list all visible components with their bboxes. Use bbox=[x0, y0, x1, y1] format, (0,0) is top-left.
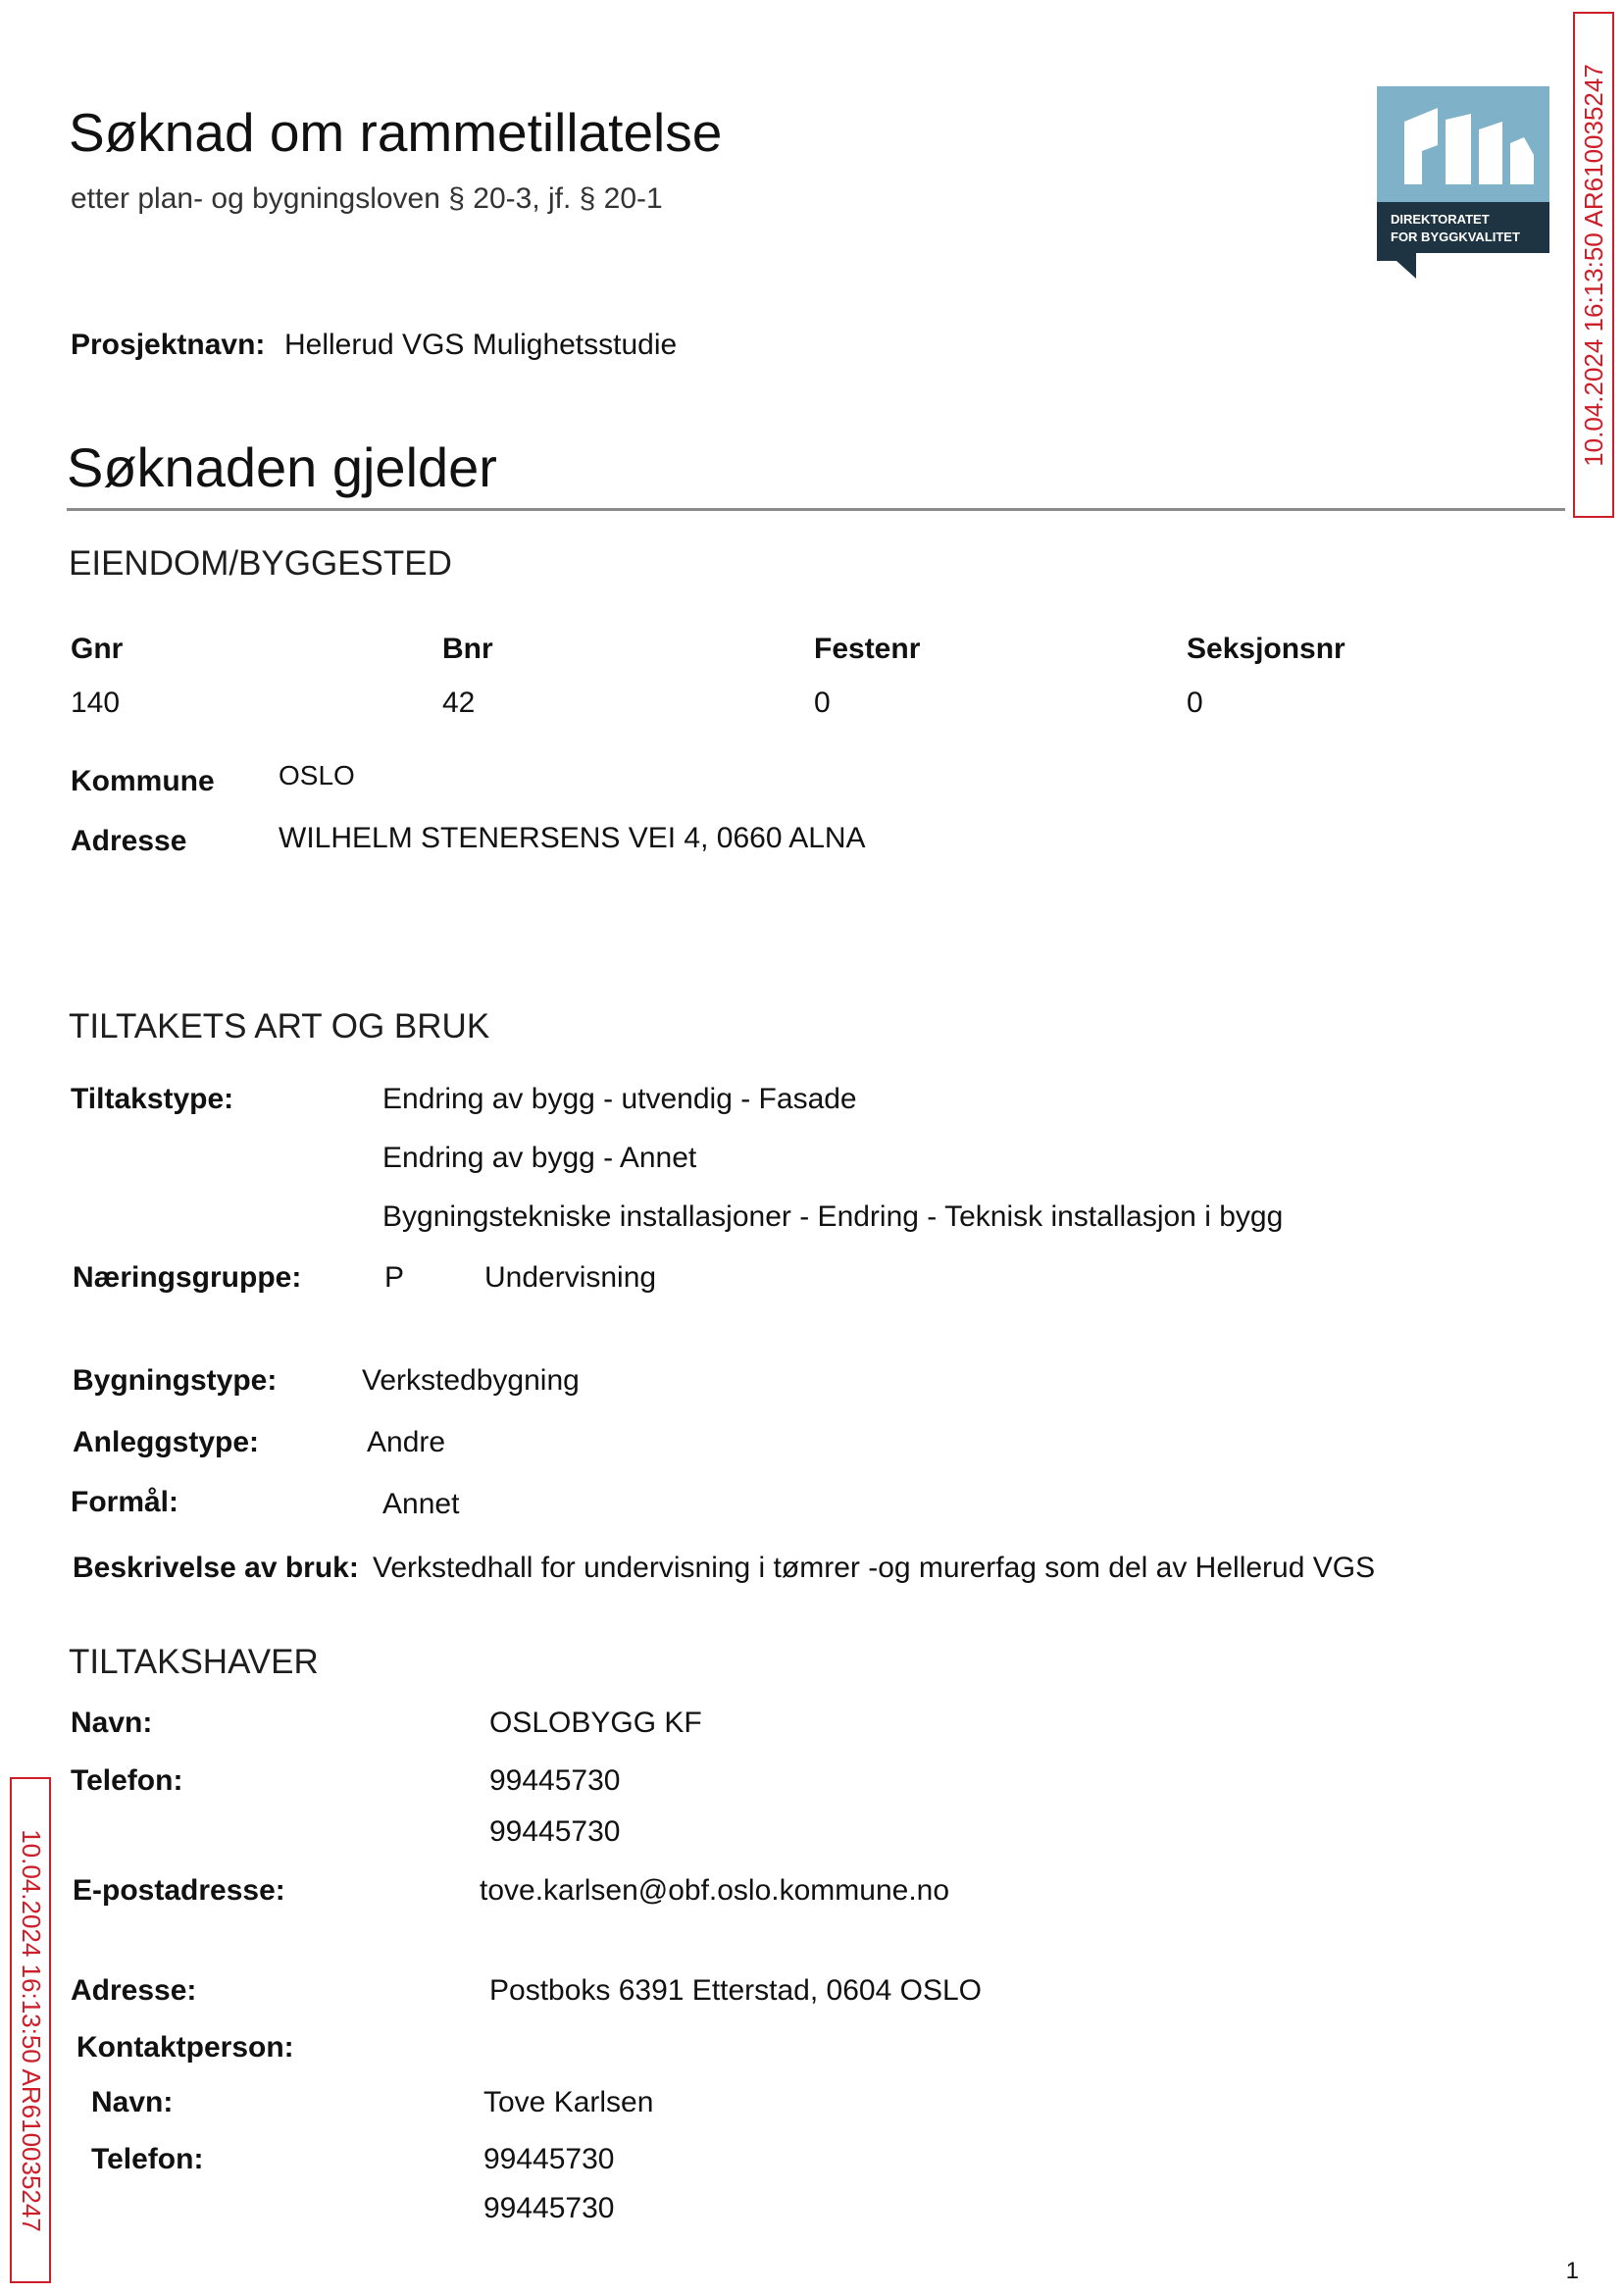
tiltak-heading: TILTAKETS ART OG BRUK bbox=[69, 1007, 490, 1045]
tiltakstype-value-3: Bygningstekniske installasjoner - Endring - Teknisk installasjon i bygg bbox=[382, 1200, 1284, 1233]
project-label: Prosjektnavn: bbox=[71, 329, 266, 361]
seksjonsnr-value: 0 bbox=[1187, 687, 1203, 719]
kontakt-navn-value: Tove Karlsen bbox=[483, 2086, 654, 2118]
bygningstype-label: Bygningstype: bbox=[73, 1364, 278, 1397]
anleggstype-label: Anleggstype: bbox=[73, 1426, 260, 1458]
tiltakshaver-telefon-label: Telefon: bbox=[71, 1764, 183, 1797]
document-title: Søknad om rammetillatelse bbox=[69, 102, 723, 163]
building-logo-icon bbox=[1377, 86, 1549, 279]
section-divider bbox=[67, 508, 1565, 511]
logo-line1: DIREKTORATET bbox=[1391, 212, 1490, 227]
stamp-text: 10.04.2024 16:13:50 AR610035247 bbox=[1578, 63, 1608, 467]
kontakt-navn-label: Navn: bbox=[91, 2086, 174, 2118]
kontakt-telefon-1: 99445730 bbox=[483, 2143, 615, 2175]
page-number: 1 bbox=[1565, 2258, 1579, 2284]
beskrivelse-label: Beskrivelse av bruk: bbox=[73, 1552, 359, 1584]
anleggstype-value: Andre bbox=[367, 1426, 446, 1458]
tiltakshaver-adresse-label: Adresse: bbox=[71, 1974, 197, 2007]
project-value: Hellerud VGS Mulighetsstudie bbox=[284, 329, 678, 361]
kontakt-telefon-2: 99445730 bbox=[483, 2192, 615, 2224]
tiltakshaver-navn-value: OSLOBYGG KF bbox=[489, 1707, 702, 1739]
bygningstype-value: Verkstedbygning bbox=[362, 1364, 580, 1397]
kontaktperson-label: Kontaktperson: bbox=[76, 2031, 294, 2064]
logo-line2: FOR BYGGKVALITET bbox=[1391, 229, 1520, 244]
document-subtitle: etter plan- og bygningsloven § 20-3, jf. § 20-1 bbox=[71, 182, 663, 215]
bnr-label: Bnr bbox=[442, 633, 493, 665]
tiltakshaver-telefon-2: 99445730 bbox=[489, 1815, 621, 1848]
beskrivelse-value: Verkstedhall for undervisning i tømrer -og murerfag som del av Hellerud VGS bbox=[373, 1552, 1376, 1584]
adresse-label: Adresse bbox=[71, 825, 187, 857]
gnr-label: Gnr bbox=[71, 633, 124, 665]
festenr-value: 0 bbox=[814, 687, 831, 719]
property-heading: EIENDOM/BYGGESTED bbox=[69, 544, 452, 583]
epost-value: tove.karlsen@obf.oslo.kommune.no bbox=[480, 1874, 950, 1907]
epost-label: E-postadresse: bbox=[73, 1874, 285, 1907]
section-title: Søknaden gjelder bbox=[67, 436, 497, 498]
gnr-value: 140 bbox=[71, 687, 121, 719]
kontakt-telefon-label: Telefon: bbox=[91, 2143, 204, 2175]
tiltakstype-value-1: Endring av bygg - utvendig - Fasade bbox=[382, 1083, 857, 1115]
naeringsgruppe-value: Undervisning bbox=[484, 1261, 657, 1294]
tiltakstype-value-2: Endring av bygg - Annet bbox=[382, 1142, 697, 1174]
date-stamp-bottom bbox=[10, 1777, 51, 2283]
adresse-value: WILHELM STENERSENS VEI 4, 0660 ALNA bbox=[279, 822, 866, 854]
seksjonsnr-label: Seksjonsnr bbox=[1187, 633, 1345, 665]
naeringsgruppe-code: P bbox=[384, 1261, 405, 1294]
tiltakshaver-navn-label: Navn: bbox=[71, 1707, 153, 1739]
kommune-value: OSLO bbox=[279, 760, 355, 790]
bnr-value: 42 bbox=[442, 687, 476, 719]
tiltakshaver-heading: TILTAKSHAVER bbox=[69, 1643, 319, 1681]
tiltakshaver-telefon-1: 99445730 bbox=[489, 1764, 621, 1797]
tiltakshaver-adresse-value: Postboks 6391 Etterstad, 0604 OSLO bbox=[489, 1974, 982, 2007]
festenr-label: Festenr bbox=[814, 633, 921, 665]
dibk-logo bbox=[1377, 86, 1549, 279]
stamp-text: 10.04.2024 16:13:50 AR610035247 bbox=[16, 1828, 46, 2232]
naeringsgruppe-label: Næringsgruppe: bbox=[73, 1261, 302, 1294]
tiltakstype-label: Tiltakstype: bbox=[71, 1083, 234, 1115]
kommune-label: Kommune bbox=[71, 765, 215, 797]
formal-value: Annet bbox=[382, 1488, 460, 1520]
formal-label: Formål: bbox=[71, 1486, 179, 1518]
date-stamp-top bbox=[1573, 12, 1614, 518]
